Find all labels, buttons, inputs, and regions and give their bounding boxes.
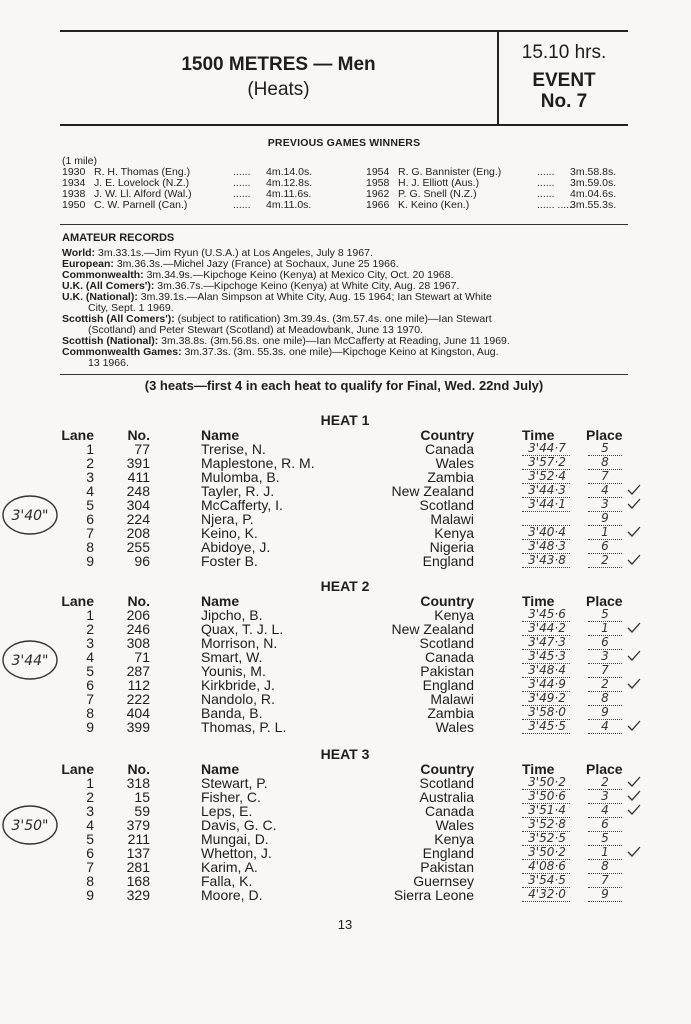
winner-year: 1962 (366, 188, 390, 200)
cell-no: 59 (134, 803, 150, 819)
table-row (0, 456, 691, 470)
cell-no: 137 (126, 845, 150, 861)
previous-winners-left (62, 167, 342, 211)
winner-name: H. J. Elliott (Aus.) (398, 177, 480, 189)
table-row (0, 874, 691, 888)
cell-no: 211 (127, 831, 150, 847)
winner-year: 1966 (366, 199, 390, 211)
cell-lane: 4 (86, 649, 94, 665)
cell-no: 318 (126, 775, 150, 791)
cell-name: Foster B. (201, 553, 258, 569)
table-header (0, 762, 691, 776)
handwritten-place: 7 (601, 469, 609, 483)
cell-name: Quax, T. J. L. (201, 621, 284, 637)
handwritten-time: 3'52·8 (528, 817, 566, 831)
cell-country: Wales (435, 719, 474, 735)
cell-lane: 4 (86, 483, 94, 499)
cell-name: Mungai, D. (201, 831, 269, 847)
previous-winner-row (366, 200, 630, 211)
divider (60, 374, 628, 375)
handwritten-place: 1 (601, 845, 609, 859)
cell-lane: 9 (86, 719, 94, 735)
cell-country: Canada (424, 803, 474, 819)
record-text: 3m.37.3s. (3m. 55.3s. one mile)—Kipchoge Keino at Kingston, Aug. (181, 346, 499, 358)
handwritten-time: 3'48·4 (528, 663, 566, 677)
winner-time: 4m.11.6s. (266, 188, 312, 200)
handwritten-time: 3'44·3 (528, 483, 566, 497)
handwritten-place: 7 (601, 873, 609, 887)
cell-name: Keino, K. (201, 525, 258, 541)
cell-name: Njera, P. (201, 511, 254, 527)
heat-title: HEAT 1 (320, 412, 370, 428)
winner-name: J. E. Lovelock (N.Z.) (94, 177, 190, 189)
handwritten-time: 3'50·6 (528, 789, 566, 803)
cell-no: 222 (126, 691, 150, 707)
handwritten-time: 3'44·7 (528, 441, 566, 455)
cell-lane: 2 (86, 455, 94, 471)
cell-name: Nandolo, R. (201, 691, 275, 707)
table-row (0, 512, 691, 526)
column-header-no: No. (127, 761, 150, 777)
qualification-note: (3 heats—first 4 in each heat to qualify for Final, Wed. 22nd July) (144, 378, 544, 393)
cell-country: Canada (424, 441, 474, 457)
column-header-name: Name (201, 761, 240, 777)
table-row (0, 678, 691, 692)
handwritten-time: 3'50·2 (528, 845, 566, 859)
handwritten-place: 4 (601, 719, 609, 733)
heat-title: HEAT 3 (320, 746, 370, 762)
handwritten-time: 3'48·3 (528, 539, 566, 553)
table-row (0, 818, 691, 832)
handwritten-place: 9 (601, 887, 609, 901)
column-header-country: Country (420, 427, 474, 443)
cell-lane: 7 (86, 691, 94, 707)
record-label: Commonwealth Games: (62, 346, 182, 358)
winner-time: 4m.04.6s. (570, 188, 617, 200)
handwritten-place: 3 (601, 497, 609, 511)
cell-lane: 9 (86, 553, 94, 569)
handwritten-place: 6 (601, 817, 609, 831)
record-text: (subject to ratification) 3m.39.4s. (3m.57.4s. one mile)—Ian Stewart (174, 313, 492, 325)
previous-winners-right (366, 167, 630, 211)
cell-country: Zambia (427, 705, 474, 721)
cell-no: 71 (134, 649, 150, 665)
handwritten-time: 3'51·4 (528, 803, 566, 817)
event-label: EVENT (532, 70, 596, 91)
cell-lane: 7 (86, 859, 94, 875)
cell-lane: 3 (86, 803, 94, 819)
table-row (0, 790, 691, 804)
heat-table (0, 428, 691, 568)
table-row (0, 860, 691, 874)
cell-country: Wales (435, 455, 474, 471)
handwritten-place: 5 (601, 831, 609, 845)
winner-time: 3m.55.3s. (570, 199, 617, 211)
table-row (0, 720, 691, 734)
cell-country: England (422, 677, 474, 693)
cell-lane: 2 (86, 789, 94, 805)
event-header (60, 30, 628, 126)
table-row (0, 636, 691, 650)
handwritten-time: 3'40·4 (528, 525, 566, 539)
handwritten-place: 4 (601, 483, 609, 497)
cell-lane: 5 (86, 831, 94, 847)
cell-lane: 8 (86, 873, 94, 889)
cell-country: New Zealand (391, 621, 474, 637)
table-row (0, 692, 691, 706)
cell-no: 208 (126, 525, 150, 541)
winner-year: 1950 (62, 199, 86, 211)
cell-lane: 5 (86, 663, 94, 679)
handwritten-time: 3'43·8 (528, 553, 566, 567)
cell-lane: 6 (86, 511, 94, 527)
winner-name: J. W. Ll. Alford (Wal.) (94, 188, 192, 200)
handwritten-time: 3'49·2 (528, 691, 566, 705)
handwritten-place: 6 (601, 635, 609, 649)
event-title: 1500 METRES — Men (181, 54, 376, 75)
cell-no: 15 (134, 789, 150, 805)
cell-country: Australia (419, 789, 474, 805)
record-line (62, 358, 628, 369)
cell-no: 224 (126, 511, 150, 527)
winner-time: 4m.14.0s. (266, 166, 313, 178)
winner-dots: ...... (233, 177, 251, 189)
cell-name: Karim, A. (201, 859, 258, 875)
cell-lane: 2 (86, 621, 94, 637)
column-header-name: Name (201, 593, 240, 609)
handwritten-place: 3 (601, 789, 609, 803)
column-header-time: Time (522, 761, 555, 777)
record-text: 3m.36.3s.—Michel Jazy (France) at Sochaux, June 25 1966. (113, 258, 399, 270)
cell-name: Falla, K. (201, 873, 253, 889)
handwritten-time: 4'08·6 (528, 859, 566, 873)
previous-winner-row (62, 200, 342, 211)
cell-country: Wales (435, 817, 474, 833)
record-text: 3m.39.1s.—Alan Simpson at White City, Aug. 15 1964; Ian Stewart at White (137, 291, 492, 303)
table-row (0, 804, 691, 818)
handwritten-time: 3'45·5 (528, 719, 566, 733)
cell-name: Abidoye, J. (201, 539, 271, 555)
cell-lane: 4 (86, 817, 94, 833)
winner-year: 1938 (62, 188, 86, 200)
record-text: 3m.38.8s. (3m.56.8s. one mile)—Ian McCafferty at Reading, June 11 1969. (158, 335, 510, 347)
handwritten-place: 3 (601, 649, 609, 663)
cell-no: 281 (126, 859, 150, 875)
cell-no: 304 (126, 497, 150, 513)
column-header-lane: Lane (61, 427, 94, 443)
table-row (0, 776, 691, 790)
cell-no: 287 (126, 663, 150, 679)
column-header-no: No. (127, 593, 150, 609)
table-row (0, 608, 691, 622)
cell-country: Scotland (419, 635, 474, 651)
handwritten-time: 3'45·6 (528, 607, 566, 621)
cell-country: Kenya (434, 607, 474, 623)
cell-country: Nigeria (429, 539, 474, 555)
cell-name: Davis, G. C. (201, 817, 277, 833)
column-header-place: Place (586, 593, 623, 609)
handwritten-time: 3'50·2 (528, 775, 566, 789)
handwritten-place: 1 (601, 525, 609, 539)
handwritten-time: 3'44·9 (528, 677, 566, 691)
winner-year: 1930 (62, 166, 86, 178)
cell-country: Malawi (430, 691, 474, 707)
record-text: City, Sept. 1 1969. (88, 302, 174, 314)
table-row (0, 664, 691, 678)
cell-lane: 3 (86, 635, 94, 651)
header-divider (497, 32, 499, 124)
margin-note-text: 3'50" (11, 818, 49, 834)
cell-country: Malawi (430, 511, 474, 527)
winner-dots: ...... (233, 166, 251, 178)
table-row (0, 622, 691, 636)
cell-name: Whetton, J. (201, 845, 272, 861)
handwritten-time: 3'57·2 (528, 455, 566, 469)
cell-name: Kirkbride, J. (201, 677, 275, 693)
handwritten-place: 4 (601, 803, 609, 817)
handwritten-time: 3'47·3 (528, 635, 566, 649)
cell-country: Scotland (419, 775, 474, 791)
table-row (0, 888, 691, 902)
cell-lane: 1 (86, 775, 94, 791)
winner-name: P. G. Snell (N.Z.) (398, 188, 477, 200)
table-row (0, 526, 691, 540)
table-row (0, 540, 691, 554)
winner-time: 3m.58.8s. (570, 166, 617, 178)
handwritten-time: 3'44·2 (528, 621, 566, 635)
cell-name: Moore, D. (201, 887, 263, 903)
cell-name: Maplestone, R. M. (201, 455, 315, 471)
event-no: No. 7 (540, 91, 588, 112)
column-header-time: Time (522, 427, 555, 443)
winner-name: K. Keino (Ken.) (398, 199, 470, 211)
cell-no: 404 (126, 705, 150, 721)
cell-no: 77 (134, 441, 150, 457)
handwritten-place: 2 (601, 775, 609, 789)
column-header-no: No. (127, 427, 150, 443)
table-header (0, 594, 691, 608)
handwritten-place: 7 (601, 663, 609, 677)
column-header-country: Country (420, 761, 474, 777)
record-text: 3m.33.1s.—Jim Ryun (U.S.A.) at Los Angeles, July 8 1967. (95, 247, 373, 259)
handwritten-place: 5 (601, 441, 609, 455)
cell-lane: 6 (86, 845, 94, 861)
winner-year: 1958 (366, 177, 390, 189)
winner-dots: ...... (233, 188, 251, 200)
cell-country: Pakistan (420, 663, 474, 679)
cell-no: 329 (126, 887, 150, 903)
heat-table (0, 594, 691, 734)
winner-time: 3m.59.0s. (570, 177, 617, 189)
record-text: (Scotland) and Peter Stewart (Scotland) at Meadowbank, June 13 1970. (88, 324, 424, 336)
handwritten-place: 5 (601, 607, 609, 621)
record-line (62, 347, 628, 358)
table-row (0, 498, 691, 512)
cell-country: England (422, 553, 474, 569)
record-label: Commonwealth: (62, 269, 144, 281)
handwritten-time: 3'52·5 (528, 831, 566, 845)
table-row (0, 484, 691, 498)
cell-no: 96 (134, 553, 150, 569)
cell-country: England (422, 845, 474, 861)
handwritten-place: 8 (601, 691, 609, 705)
cell-lane: 6 (86, 677, 94, 693)
column-header-place: Place (586, 761, 623, 777)
winner-dots: ...... (537, 166, 555, 178)
cell-name: Stewart, P. (201, 775, 268, 791)
cell-lane: 3 (86, 469, 94, 485)
column-header-lane: Lane (61, 761, 94, 777)
cell-lane: 8 (86, 539, 94, 555)
winner-name: R. H. Thomas (Eng.) (94, 166, 191, 178)
column-header-name: Name (201, 427, 240, 443)
handwritten-time: 4'32·0 (528, 887, 566, 901)
heat-title: HEAT 2 (320, 578, 370, 594)
handwritten-place: 9 (601, 511, 609, 525)
column-header-country: Country (420, 593, 474, 609)
record-label: U.K. (All Comers'): (62, 280, 155, 292)
cell-name: Fisher, C. (201, 789, 261, 805)
record-label: European: (62, 258, 114, 270)
records-title: AMATEUR RECORDS (62, 232, 175, 244)
cell-no: 206 (126, 607, 150, 623)
cell-no: 168 (126, 873, 150, 889)
cell-name: Leps, E. (201, 803, 253, 819)
column-header-lane: Lane (61, 593, 94, 609)
cell-country: Kenya (434, 525, 474, 541)
cell-no: 399 (126, 719, 150, 735)
handwritten-time: 3'54·5 (528, 873, 566, 887)
cell-lane: 8 (86, 705, 94, 721)
record-text: 3m.34.9s.—Kipchoge Keino (Kenya) at Mexico City, Oct. 20 1968. (143, 269, 454, 281)
handwritten-place: 8 (601, 859, 609, 873)
records-list (62, 248, 628, 369)
event-subtitle: (Heats) (247, 79, 310, 100)
cell-country: Canada (424, 649, 474, 665)
cell-no: 411 (127, 469, 150, 485)
winner-dots: ...... (537, 177, 555, 189)
handwritten-place: 6 (601, 539, 609, 553)
cell-name: Banda, B. (201, 705, 263, 721)
cell-name: Thomas, P. L. (201, 719, 287, 735)
record-text: 13 1966. (88, 357, 129, 369)
cell-name: Jipcho, B. (201, 607, 263, 623)
table-header (0, 428, 691, 442)
margin-note-text: 3'40" (11, 508, 49, 524)
cell-lane: 1 (86, 441, 94, 457)
cell-name: Tayler, R. J. (201, 483, 275, 499)
cell-name: Younis, M. (201, 663, 266, 679)
record-label: Scottish (All Comers'): (62, 313, 175, 325)
cell-no: 308 (126, 635, 150, 651)
table-row (0, 442, 691, 456)
previous-winners-title: PREVIOUS GAMES WINNERS (267, 137, 421, 149)
cell-no: 379 (126, 817, 150, 833)
table-row (0, 470, 691, 484)
handwritten-place: 2 (601, 677, 609, 691)
record-text: 3m.36.7s.—Kipchoge Keino (Kenya) at White City, Aug. 28 1967. (154, 280, 460, 292)
winner-name: R. G. Bannister (Eng.) (398, 166, 502, 178)
winner-dots: ...... (233, 199, 251, 211)
column-header-time: Time (522, 593, 555, 609)
handwritten-place: 2 (601, 553, 609, 567)
handwritten-time: 3'44·1 (528, 497, 566, 511)
table-row (0, 846, 691, 860)
margin-note-text: 3'44" (11, 653, 49, 669)
record-label: World: (62, 247, 96, 259)
cell-country: Zambia (427, 469, 474, 485)
cell-name: Mulomba, B. (201, 469, 280, 485)
time-entry-line (522, 512, 570, 526)
cell-no: 248 (126, 483, 150, 499)
table-row (0, 554, 691, 568)
cell-name: McCafferty, I. (201, 497, 283, 513)
handwritten-time: 3'58·0 (528, 705, 566, 719)
cell-country: Sierra Leone (393, 887, 474, 903)
page-number: 13 (337, 917, 353, 932)
winner-dots: ...... (537, 188, 555, 200)
cell-country: Pakistan (420, 859, 474, 875)
previous-winners-unit: (1 mile) (62, 155, 98, 167)
column-header-place: Place (586, 427, 623, 443)
cell-lane: 5 (86, 497, 94, 513)
event-number (500, 70, 628, 112)
record-label: U.K. (National): (62, 291, 138, 303)
handwritten-time: 3'45·3 (528, 649, 566, 663)
cell-no: 391 (126, 455, 150, 471)
table-row (0, 650, 691, 664)
cell-name: Smart, W. (201, 649, 263, 665)
winner-year: 1934 (62, 177, 86, 189)
cell-lane: 1 (86, 607, 94, 623)
handwritten-place: 9 (601, 705, 609, 719)
cell-country: Guernsey (413, 873, 474, 889)
heat-table (0, 762, 691, 902)
winner-time: 4m.12.8s. (266, 177, 313, 189)
cell-name: Trerise, N. (201, 441, 266, 457)
cell-no: 112 (127, 677, 150, 693)
cell-no: 255 (126, 539, 150, 555)
record-label: Scottish (National): (62, 335, 159, 347)
cell-country: New Zealand (391, 483, 474, 499)
winner-name: C. W. Parnell (Can.) (94, 199, 188, 211)
table-row (0, 706, 691, 720)
winner-time: 4m.11.0s. (266, 199, 312, 211)
winner-dots: ...... ...... (537, 199, 575, 211)
cell-lane: 7 (86, 525, 94, 541)
winner-year: 1954 (366, 166, 390, 178)
cell-no: 246 (126, 621, 150, 637)
cell-country: Kenya (434, 831, 474, 847)
handwritten-time: 3'52·4 (528, 469, 566, 483)
handwritten-place: 8 (601, 455, 609, 469)
cell-name: Morrison, N. (201, 635, 278, 651)
table-row (0, 832, 691, 846)
divider (60, 224, 628, 225)
handwritten-place: 1 (601, 621, 609, 635)
event-time: 15.10 hrs. (521, 42, 607, 63)
cell-lane: 9 (86, 887, 94, 903)
cell-country: Scotland (419, 497, 474, 513)
